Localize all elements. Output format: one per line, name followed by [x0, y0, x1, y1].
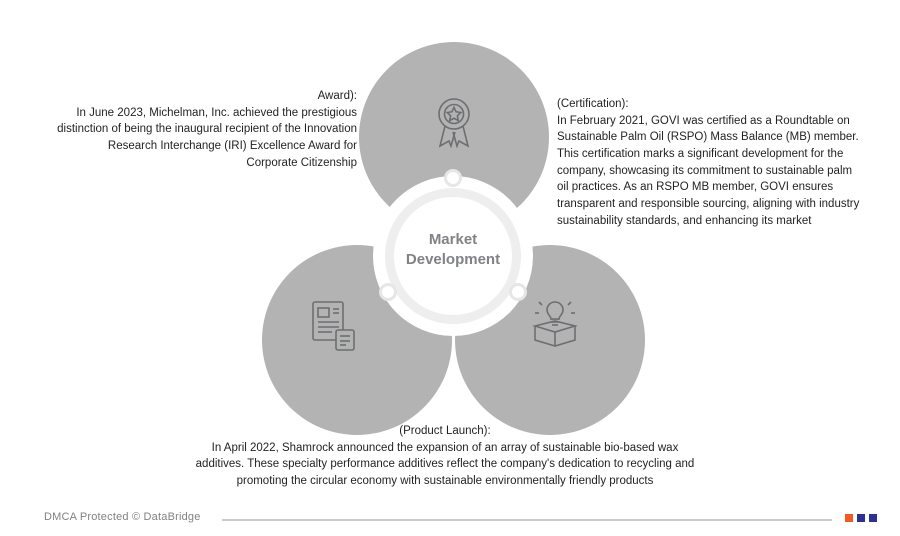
footer-dot-1 [845, 514, 853, 522]
text-block-certification [557, 96, 862, 229]
product-launch-title: (Product Launch): [399, 425, 491, 437]
footer-dot-3 [869, 514, 877, 522]
document-report-icon [310, 300, 358, 352]
certification-title: (Certification): [557, 98, 629, 110]
footer-dot-2 [857, 514, 865, 522]
connector-node-bottom-right [509, 283, 527, 301]
award-ribbon-icon [430, 95, 478, 151]
footer-credit: DMCA Protected © DataBridge [44, 511, 201, 523]
text-block-product-launch [195, 423, 695, 490]
footer-divider [222, 519, 832, 521]
idea-box-icon [527, 298, 583, 350]
award-title: Award): [317, 90, 357, 102]
product-launch-body: In April 2022, Shamrock announced the expansion of an array of sustainable bio-based wax additives. These specialty performance additives reflect the company's dedication to recycling and promoting the circular economy with sustainable environmentally friendly products [195, 441, 695, 488]
certification-body: In February 2021, GOVI was certified as a Roundtable on Sustainable Palm Oil (RSPO) Mass Balance (MB) member. This certification marks a significant development for the company, showcasing its commitment to sustainable palm oil practices. As an RSPO MB member, GOVI ensures transparent and responsible sourcing, aligning with industry sustainability standards, and enhancing its market [557, 114, 860, 227]
connector-node-bottom-left [379, 283, 397, 301]
center-label-line2: Development [405, 251, 501, 269]
award-body: In June 2023, Michelman, Inc. achieved the prestigious distinction of being the inaugural recipient of the Innovation Research Interchange (IRI) Excellence Award for Corporate Citizenship [57, 106, 357, 169]
connector-node-top [444, 169, 462, 187]
text-block-award [57, 88, 357, 171]
center-label-line1: Market [428, 231, 478, 248]
footer-dots [845, 514, 881, 524]
center-label [393, 230, 513, 271]
